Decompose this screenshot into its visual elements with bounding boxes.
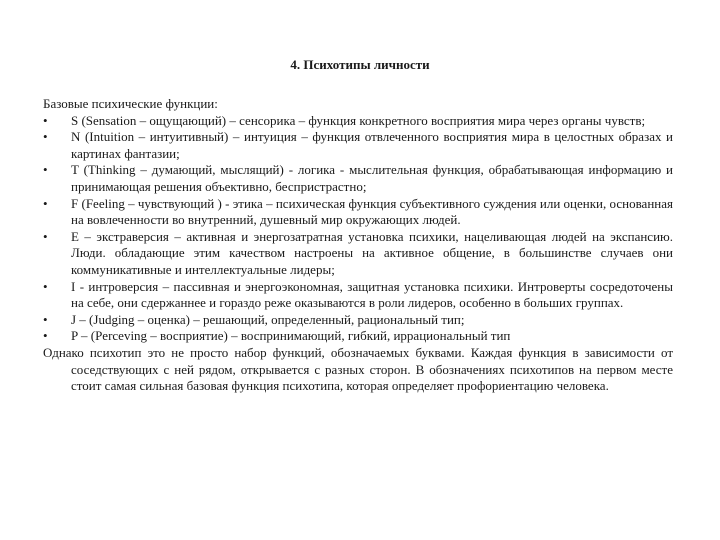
functions-list	[43, 113, 673, 345]
list-item-e	[43, 229, 673, 279]
list-item-text: N (Intuition – интуитивный) – интуиция – функция отвлеченного восприятия мира в целостных образах и картинах фантазии;	[71, 129, 673, 161]
bullet-icon: •	[43, 328, 48, 344]
list-item-text: E – экстраверсия – активная и энергозатратная установка психики, нацеливающая людей на экспансию. Люди. обладающие этим качеством настроены на активное общение, в большинстве случаев они коммуникативные и интеллектуальные лидеры;	[71, 228, 673, 277]
list-item-text: T (Thinking – думающий, мыслящий) - логика - мыслительная функция, обрабатывающая информацию и принимающая решения объективно, беспристрастно;	[71, 162, 673, 194]
bullet-icon: •	[43, 162, 48, 178]
bullet-icon: •	[43, 112, 48, 128]
document-body	[43, 96, 673, 395]
conclusion-paragraph: Однако психотип это не просто набор функций, обозначаемых буквами. Каждая функция в зависимости от соседствующих с ней рядом, открывается с разных сторон. В обозначениях психотипов на первом месте стоит самая сильная базовая функция психотипа, которая определяет профориентацию человека.	[43, 344, 673, 394]
page-title: 4. Психотипы личности	[290, 57, 430, 72]
bullet-icon: •	[43, 311, 48, 327]
list-item-s	[43, 113, 673, 130]
list-item-text: I - интроверсия – пассивная и энергоэкономная, защитная установка психики. Интроверты сосредоточены на себе, они сдержаннее и гораздо реже оказываются в роли лидеров, особенно в больших группах.	[71, 278, 673, 311]
list-item-f	[43, 196, 673, 229]
list-item-text: S (Sensation – ощущающий) – сенсорика – функция конкретного восприятия мира через органы чувств;	[71, 112, 646, 128]
list-item-j	[43, 312, 673, 329]
list-item-t	[43, 162, 673, 195]
list-item-text: J – (Judging – оценка) – решающий, определенный, рациональный тип;	[71, 311, 465, 327]
bullet-icon: •	[43, 129, 48, 145]
list-item-i	[43, 279, 673, 312]
bullet-icon: •	[43, 278, 48, 294]
section-heading: Базовые психические функции:	[43, 96, 218, 111]
bullet-icon: •	[43, 195, 48, 211]
list-item-p	[43, 328, 673, 345]
list-item-text: F (Feeling – чувствующий ) - этика – психическая функция субъективного суждения или оценки, основанная на вовлеченности во внутренний, душевный мир окружающих людей.	[71, 195, 673, 228]
list-item-text: P – (Perceving – восприятие) – воспринимающий, гибкий, иррациональный тип	[71, 328, 511, 344]
bullet-icon: •	[43, 228, 48, 244]
list-item-n	[43, 129, 673, 162]
